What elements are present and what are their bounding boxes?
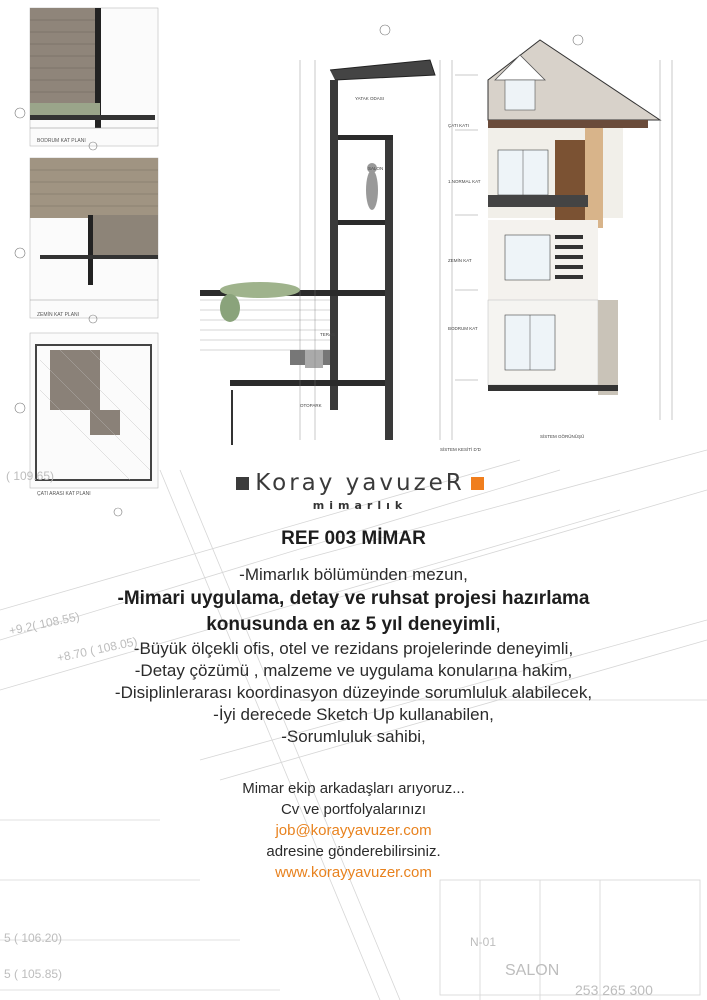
- logo-dark-square: [236, 477, 249, 490]
- label-teras: TERAS: [320, 332, 336, 337]
- label-section: SİSTEM KESİTİ D'D: [440, 447, 481, 452]
- label-yatak: YATAK ODASI: [355, 96, 385, 101]
- logo-name: Koray yavuzeR: [255, 470, 465, 496]
- requirement-suffix: ,: [495, 614, 501, 635]
- requirement-item: [0, 564, 707, 586]
- website-link[interactable]: www.korayyavuzer.com: [275, 864, 432, 881]
- label-zemin: ZEMİN KAT PLANI: [37, 312, 80, 318]
- requirement-item: [0, 638, 707, 660]
- requirement-text: -Mimarlık bölümünden mezun,: [239, 565, 468, 584]
- salon-large-label: SALON: [505, 962, 560, 979]
- contact-section: [0, 778, 707, 883]
- bottom-dims: 253 265 300: [575, 982, 653, 998]
- requirement-item: [0, 726, 707, 748]
- plan-detail-bodrum: [30, 8, 158, 146]
- dim-label-d: 5 ( 106.20): [4, 931, 63, 945]
- requirement-item: [0, 682, 707, 704]
- requirement-text: -Detay çözümü , malzeme ve uygulama konularına hakim,: [134, 661, 573, 680]
- label-cati-kati: ÇATI KATI: [448, 123, 469, 128]
- elevation-drawing: [448, 35, 672, 439]
- requirement-item: [0, 612, 707, 638]
- plan-detail-zemin: [30, 158, 158, 318]
- label-zemin-kat: ZEMİN KAT: [448, 258, 472, 263]
- requirement-item: [0, 660, 707, 682]
- contact-line-3: adresine gönderebilirsiniz.: [266, 843, 441, 860]
- label-normal-kat: 1.NORMAL KAT: [448, 179, 481, 184]
- logo-orange-square: [471, 477, 484, 490]
- dim-label-c: +9.2( 108.55): [7, 609, 81, 638]
- label-salon: SALON: [368, 166, 384, 171]
- company-logo: [200, 470, 520, 520]
- requirement-item: [0, 704, 707, 726]
- requirement-item: [0, 586, 707, 612]
- label-elevation: SİSTEM GÖRÜNÜŞÜ: [540, 434, 585, 439]
- requirement-text: -Sorumluluk sahibi,: [281, 727, 426, 746]
- contact-line-1: Mimar ekip arkadaşları arıyoruz...: [242, 780, 465, 797]
- label-bodrum-kat: BODRUM KAT: [448, 326, 478, 331]
- label-otopark: OTOPARK: [300, 403, 322, 408]
- logo-subtitle: mimarlık: [312, 499, 408, 512]
- section-drawing: [180, 25, 482, 452]
- contact-line-2: Cv ve portfolyalarınızı: [280, 801, 427, 818]
- requirement-text: -Disiplinlerarası koordinasyon düzeyinde sorumluluk alabilecek,: [114, 683, 593, 702]
- ref-title: REF 003 MİMAR: [281, 528, 426, 549]
- label-cati: ÇATI ARASI KAT PLANI: [37, 491, 91, 497]
- n01-label: N-01: [470, 935, 497, 949]
- dim-label-e: 5 ( 105.85): [4, 967, 63, 981]
- label-bodrum: BODRUM KAT PLANI: [37, 138, 86, 144]
- dim-label-b: +8.70 ( 108.05): [55, 634, 139, 665]
- requirements-list: [0, 564, 707, 748]
- requirement-text: -Mimari uygulama, detay ve ruhsat projesi hazırlama: [117, 588, 590, 609]
- email-link[interactable]: job@korayyavuzer.com: [275, 822, 432, 839]
- requirement-text: konusunda en az 5 yıl deneyimli: [206, 614, 496, 635]
- job-posting: [0, 528, 707, 883]
- requirement-text: -Büyük ölçekli ofis, otel ve rezidans projelerinde deneyimli,: [133, 639, 574, 658]
- dim-label-a: ( 109.65): [6, 469, 55, 483]
- requirement-text: -İyi derecede Sketch Up kullanabilen,: [213, 705, 494, 724]
